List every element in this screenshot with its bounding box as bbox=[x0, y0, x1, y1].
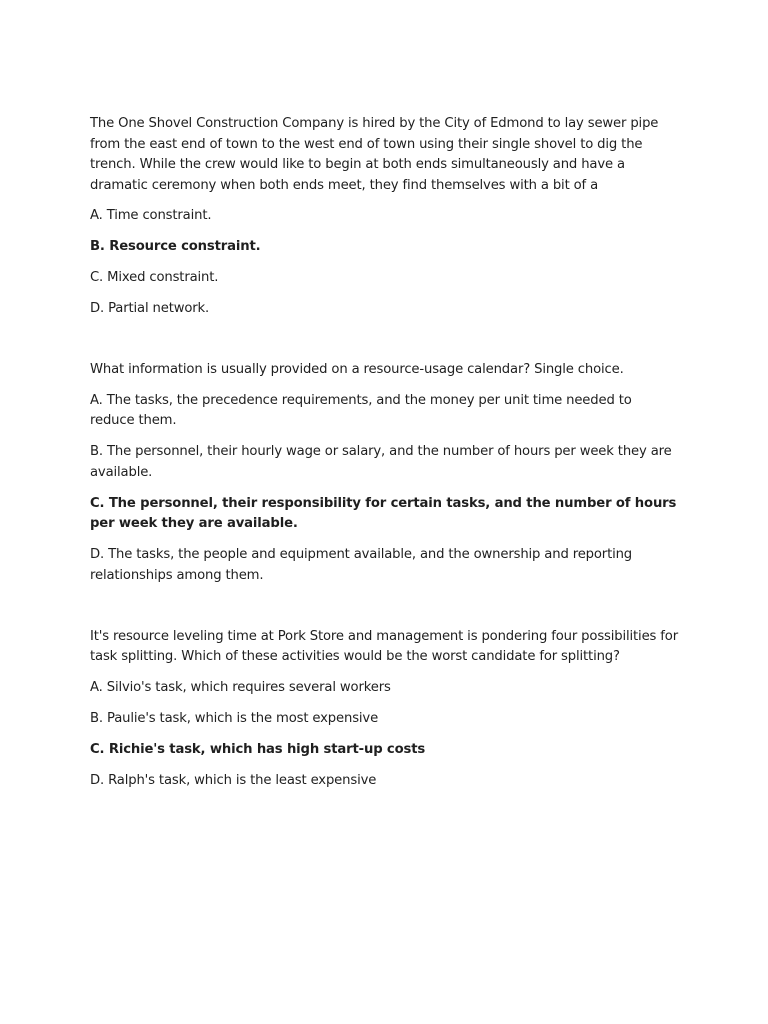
spacer bbox=[90, 597, 678, 627]
option-a: A. Silvio's task, which requires several workers bbox=[90, 679, 391, 695]
question-text: What information is usually provided on a resource-usage calendar? Single choice. bbox=[90, 362, 624, 377]
option-b: B. Paulie's task, which is the most expensive bbox=[90, 710, 379, 726]
option-c-answer: C. Richie's task, which has high start-up costs bbox=[90, 741, 426, 757]
question-text: It's resource leveling time at Pork Store and management is pondering four possibilities for task splitting. Which of these activities would be the worst candidate for splitting? bbox=[90, 628, 678, 664]
question-text: The One Shovel Construction Company is hired by the City of Edmond to lay sewer pipe from the east end of town to the west end of town using their single shovel to dig the trench. While the crew would like to begin at both ends simultaneously and have a dramatic ceremony when both ends meet, they find themselves with a bit of a bbox=[90, 116, 659, 193]
option-c: C. Mixed constraint. bbox=[90, 270, 219, 285]
option-d: D. The tasks, the people and equipment available, and the ownership and reporting relationships among them. bbox=[90, 547, 633, 583]
option-b: B. The personnel, their hourly wage or salary, and the number of hours per week they are available. bbox=[90, 444, 672, 480]
spacer bbox=[90, 330, 678, 360]
option-a: A. The tasks, the precedence requirements, and the money per unit time needed to reduce them. bbox=[90, 392, 632, 428]
option-d: D. Partial network. bbox=[90, 301, 210, 316]
question-1 bbox=[90, 114, 678, 320]
option-c-answer: C. The personnel, their responsibility for certain tasks, and the number of hours per week they are available. bbox=[90, 495, 677, 531]
document-page bbox=[90, 114, 678, 802]
question-2 bbox=[90, 360, 678, 586]
option-d: D. Ralph's task, which is the least expensive bbox=[90, 772, 377, 788]
question-3 bbox=[90, 627, 678, 792]
option-a: A. Time constraint. bbox=[90, 208, 212, 223]
option-b-answer: B. Resource constraint. bbox=[90, 239, 261, 254]
